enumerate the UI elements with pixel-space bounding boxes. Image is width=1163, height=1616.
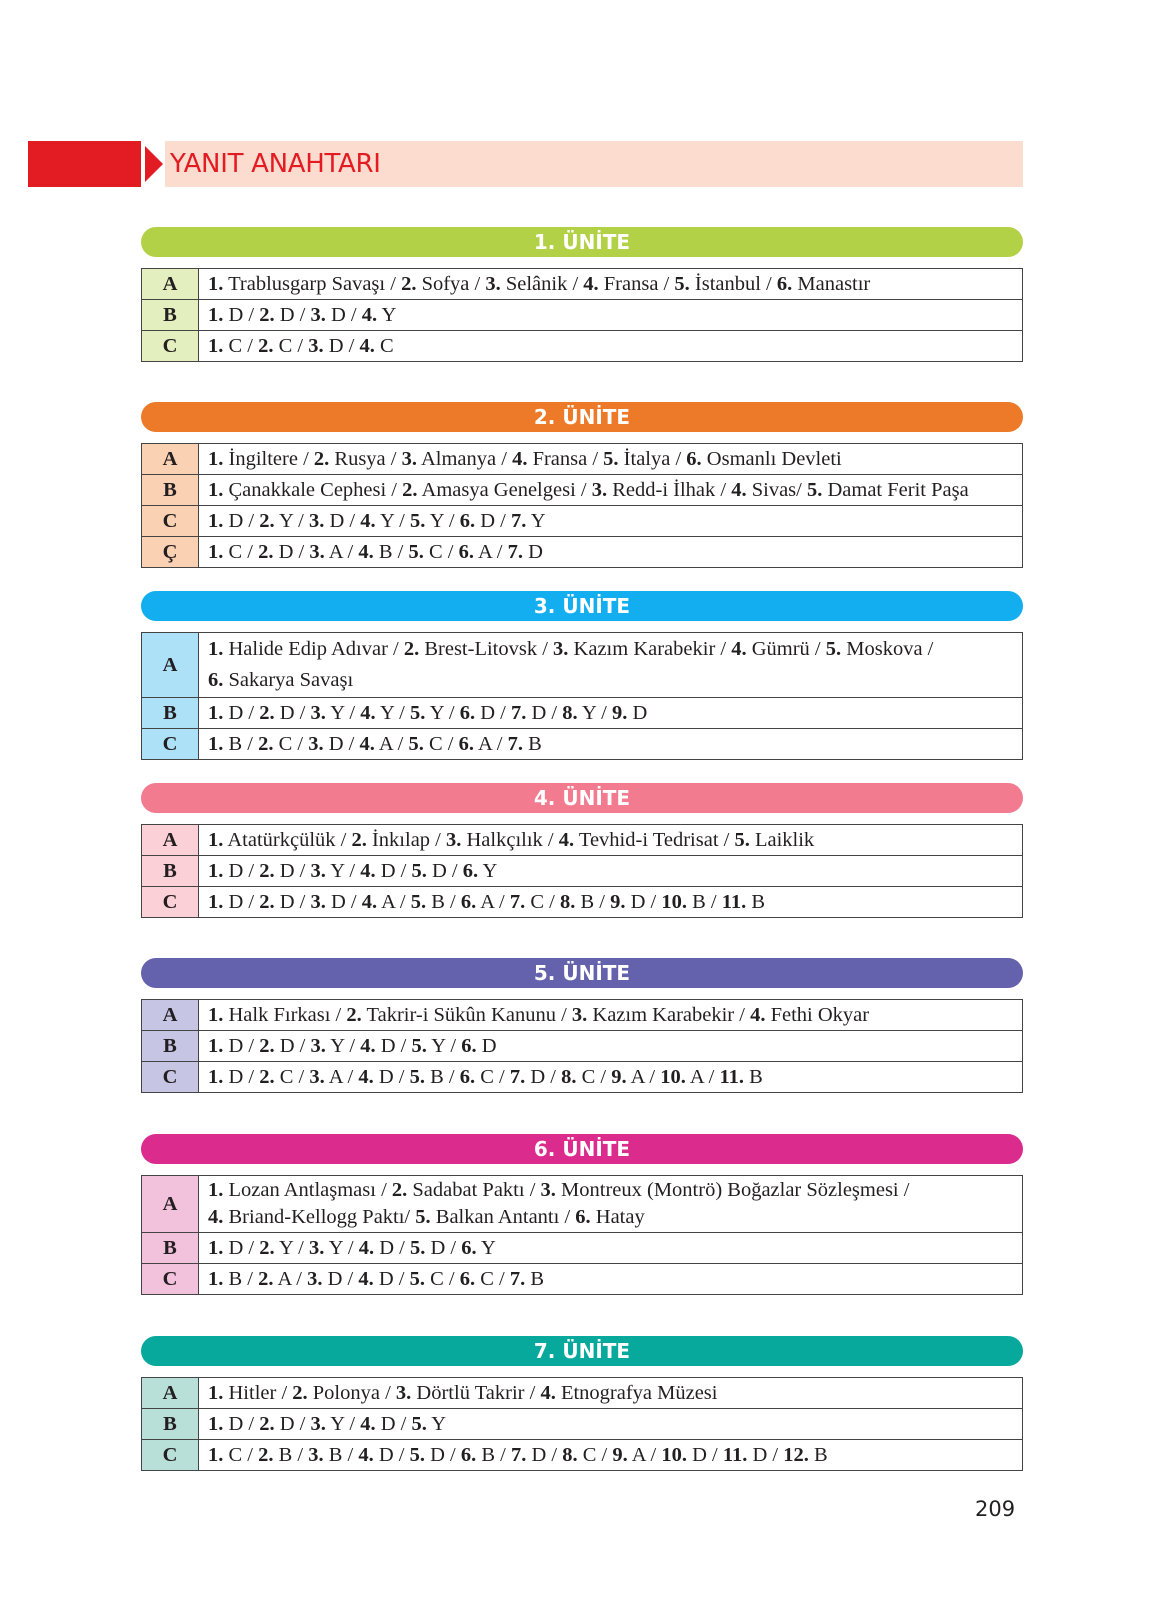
row-answers: 1. İngiltere / 2. Rusya / 3. Almanya / 4. Fransa / 5. İtalya / 6. Osmanlı Devleti: [199, 444, 1023, 475]
row-answers: 1. D / 2. D / 3. Y / 4. Y / 5. Y / 6. D / 7. D / 8. Y / 9. D: [199, 698, 1023, 729]
row-label: A: [142, 444, 199, 475]
row-label: C: [142, 729, 199, 760]
row-label: C: [142, 1440, 199, 1471]
table-row: [142, 1440, 1023, 1471]
row-answers: 1. B / 2. A / 3. D / 4. D / 5. C / 6. C / 7. B: [199, 1264, 1023, 1295]
answer-table: [141, 1377, 1023, 1471]
unit-title-bar: 1. ÜNİTE: [141, 227, 1023, 257]
row-label: Ç: [142, 537, 199, 568]
row-label: A: [142, 633, 199, 698]
unit-title-bar: 5. ÜNİTE: [141, 958, 1023, 988]
row-answers: 1. D / 2. Y / 3. D / 4. Y / 5. Y / 6. D / 7. Y: [199, 506, 1023, 537]
table-row: [142, 1031, 1023, 1062]
row-label: A: [142, 269, 199, 300]
row-answers: 1. Çanakkale Cephesi / 2. Amasya Genelgesi / 3. Redd-i İlhak / 4. Sivas/ 5. Damat Ferit Paşa: [199, 475, 1023, 506]
table-row: [142, 1000, 1023, 1031]
row-label: B: [142, 698, 199, 729]
header-arrow-icon: [145, 146, 163, 182]
row-label: B: [142, 856, 199, 887]
row-answers: 1. D / 2. C / 3. A / 4. D / 5. B / 6. C / 7. D / 8. C / 9. A / 10. A / 11. B: [199, 1062, 1023, 1093]
header-red-block: [28, 141, 141, 187]
row-answers: 1. B / 2. C / 3. D / 4. A / 5. C / 6. A / 7. B: [199, 729, 1023, 760]
table-row: [142, 1409, 1023, 1440]
answer-table: [141, 632, 1023, 760]
row-label: B: [142, 475, 199, 506]
row-answers: 1. D / 2. D / 3. D / 4. Y: [199, 300, 1023, 331]
row-answers: 1. Trablusgarp Savaşı / 2. Sofya / 3. Selânik / 4. Fransa / 5. İstanbul / 6. Manastır: [199, 269, 1023, 300]
table-row: [142, 1233, 1023, 1264]
row-label: C: [142, 887, 199, 918]
row-label: A: [142, 1000, 199, 1031]
row-answers: 1. C / 2. B / 3. B / 4. D / 5. D / 6. B / 7. D / 8. C / 9. A / 10. D / 11. D / 12. B: [199, 1440, 1023, 1471]
table-row: [142, 1062, 1023, 1093]
unit-title-bar: 7. ÜNİTE: [141, 1336, 1023, 1366]
unit-title-bar: 6. ÜNİTE: [141, 1134, 1023, 1164]
row-answers: 1. D / 2. D / 3. Y / 4. D / 5. D / 6. Y: [199, 856, 1023, 887]
answer-table: [141, 1175, 1023, 1295]
row-answers: 1. D / 2. Y / 3. Y / 4. D / 5. D / 6. Y: [199, 1233, 1023, 1264]
page-title: YANIT ANAHTARI: [170, 149, 381, 179]
table-row: [142, 887, 1023, 918]
table-row: [142, 537, 1023, 568]
row-answers: 1. D / 2. D / 3. Y / 4. D / 5. Y: [199, 1409, 1023, 1440]
table-row: [142, 856, 1023, 887]
table-row: [142, 825, 1023, 856]
row-label: B: [142, 1031, 199, 1062]
row-label: B: [142, 300, 199, 331]
unit-title-bar: 2. ÜNİTE: [141, 402, 1023, 432]
row-answers: 1. Lozan Antlaşması / 2. Sadabat Paktı / 3. Montreux (Montrö) Boğazlar Sözleşmesi / 4. Briand-Kellogg Paktı/ 5. Balkan Antantı / 6. Hatay: [199, 1176, 1023, 1233]
table-row: [142, 269, 1023, 300]
row-answers: 1. D / 2. D / 3. D / 4. A / 5. B / 6. A / 7. C / 8. B / 9. D / 10. B / 11. B: [199, 887, 1023, 918]
page-number: 209: [975, 1497, 1016, 1521]
table-row: [142, 475, 1023, 506]
unit-title-bar: 4. ÜNİTE: [141, 783, 1023, 813]
answer-table: [141, 824, 1023, 918]
row-label: A: [142, 1176, 199, 1233]
row-label: B: [142, 1409, 199, 1440]
table-row: [142, 1176, 1023, 1233]
table-row: [142, 331, 1023, 362]
table-row: [142, 1264, 1023, 1295]
row-answers: 1. D / 2. D / 3. Y / 4. D / 5. Y / 6. D: [199, 1031, 1023, 1062]
row-answers: 1. C / 2. C / 3. D / 4. C: [199, 331, 1023, 362]
row-answers: 1. Hitler / 2. Polonya / 3. Dörtlü Takrir / 4. Etnografya Müzesi: [199, 1378, 1023, 1409]
row-label: C: [142, 331, 199, 362]
table-row: [142, 633, 1023, 698]
table-row: [142, 506, 1023, 537]
row-label: A: [142, 825, 199, 856]
table-row: [142, 729, 1023, 760]
row-label: B: [142, 1233, 199, 1264]
table-row: [142, 300, 1023, 331]
row-label: C: [142, 1062, 199, 1093]
unit-title-bar: 3. ÜNİTE: [141, 591, 1023, 621]
answer-table: [141, 268, 1023, 362]
table-row: [142, 444, 1023, 475]
row-answers: 1. Halk Fırkası / 2. Takrir-i Sükûn Kanunu / 3. Kazım Karabekir / 4. Fethi Okyar: [199, 1000, 1023, 1031]
row-label: C: [142, 1264, 199, 1295]
row-answers: 1. Atatürkçülük / 2. İnkılap / 3. Halkçılık / 4. Tevhid-i Tedrisat / 5. Laiklik: [199, 825, 1023, 856]
table-row: [142, 698, 1023, 729]
row-label: A: [142, 1378, 199, 1409]
answer-table: [141, 999, 1023, 1093]
row-label: C: [142, 506, 199, 537]
table-row: [142, 1378, 1023, 1409]
row-answers: 1. C / 2. D / 3. A / 4. B / 5. C / 6. A / 7. D: [199, 537, 1023, 568]
answer-table: [141, 443, 1023, 568]
row-answers: 1. Halide Edip Adıvar / 2. Brest-Litovsk / 3. Kazım Karabekir / 4. Gümrü / 5. Moskova / 6. Sakarya Savaşı: [199, 633, 1023, 698]
